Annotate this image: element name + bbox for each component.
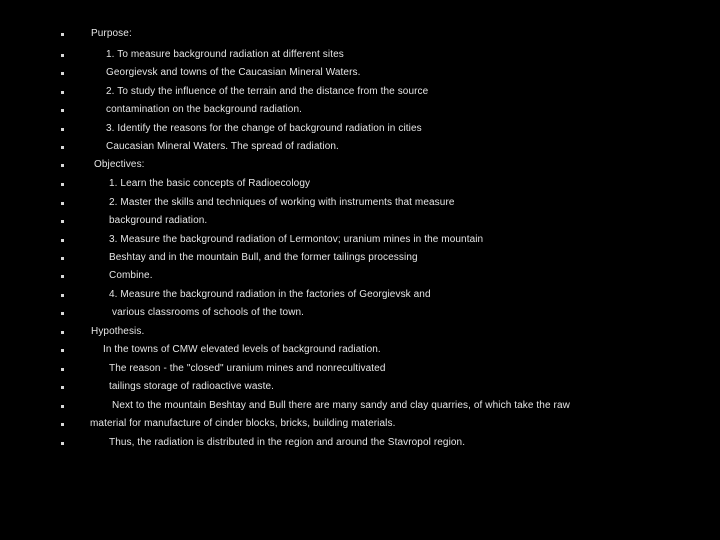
square-bullet-icon <box>61 164 64 167</box>
heading-objectives: Objectives: <box>94 159 145 170</box>
heading-hypothesis: Hypothesis. <box>91 326 145 337</box>
list-item-text: 4. Measure the background radiation in the factories of Georgievsk and <box>109 289 431 300</box>
list-item <box>0 25 720 43</box>
square-bullet-icon <box>61 442 64 445</box>
list-item-text: tailings storage of radioactive waste. <box>109 381 274 392</box>
square-bullet-icon <box>61 91 64 94</box>
list-item <box>0 286 720 304</box>
list-item <box>0 138 720 156</box>
square-bullet-icon <box>61 239 64 242</box>
list-item-text: In the towns of CMW elevated levels of background radiation. <box>103 344 381 355</box>
list-item-text: contamination on the background radiation. <box>106 104 302 115</box>
square-bullet-icon <box>61 72 64 75</box>
square-bullet-icon <box>61 294 64 297</box>
list-item <box>0 46 720 64</box>
list-item <box>0 249 720 267</box>
list-item-text: 3. Identify the reasons for the change of background radiation in cities <box>106 123 422 134</box>
list-item <box>0 323 720 341</box>
square-bullet-icon <box>61 312 64 315</box>
list-item <box>0 120 720 138</box>
list-item <box>0 156 720 174</box>
list-item-text: 2. Master the skills and techniques of working with instruments that measure <box>109 197 455 208</box>
square-bullet-icon <box>61 368 64 371</box>
square-bullet-icon <box>61 183 64 186</box>
square-bullet-icon <box>61 386 64 389</box>
list-item <box>0 434 720 452</box>
list-item-text: Caucasian Mineral Waters. The spread of radiation. <box>106 141 339 152</box>
list-item <box>0 64 720 82</box>
list-item <box>0 83 720 101</box>
list-item <box>0 378 720 396</box>
list-item <box>0 231 720 249</box>
list-item <box>0 267 720 285</box>
square-bullet-icon <box>61 128 64 131</box>
list-item <box>0 397 720 415</box>
list-item <box>0 101 720 119</box>
list-item-text: Combine. <box>109 270 153 281</box>
list-item-text: The reason - the "closed" uranium mines and nonrecultivated <box>109 363 386 374</box>
list-item <box>0 212 720 230</box>
list-item <box>0 194 720 212</box>
list-item-text: 2. To study the influence of the terrain and the distance from the source <box>106 86 429 97</box>
square-bullet-icon <box>61 405 64 408</box>
list-item <box>0 341 720 359</box>
list-item-text: background radiation. <box>109 215 208 226</box>
list-item <box>0 360 720 378</box>
square-bullet-icon <box>61 33 64 36</box>
list-item-text: various classrooms of schools of the town. <box>112 307 305 318</box>
square-bullet-icon <box>61 275 64 278</box>
list-item-text: material for manufacture of cinder blocks, bricks, building materials. <box>90 418 396 429</box>
square-bullet-icon <box>61 54 64 57</box>
square-bullet-icon <box>61 349 64 352</box>
list-item <box>0 175 720 193</box>
square-bullet-icon <box>61 202 64 205</box>
list-item-text: Beshtay and in the mountain Bull, and the former tailings processing <box>109 252 418 263</box>
square-bullet-icon <box>61 331 64 334</box>
square-bullet-icon <box>61 220 64 223</box>
square-bullet-icon <box>61 146 64 149</box>
square-bullet-icon <box>61 423 64 426</box>
list-item <box>0 304 720 322</box>
list-item-text: Next to the mountain Beshtay and Bull there are many sandy and clay quarries, of which take the raw <box>112 400 570 411</box>
list-item-text: Thus, the radiation is distributed in the region and around the Stavropol region. <box>109 437 466 448</box>
list-item-text: 3. Measure the background radiation of Lermontov; uranium mines in the mountain <box>109 234 484 245</box>
list-item-text: 1. To measure background radiation at different sites <box>106 49 344 60</box>
list-item <box>0 415 720 433</box>
square-bullet-icon <box>61 109 64 112</box>
list-item-text: Georgievsk and towns of the Caucasian Mineral Waters. <box>106 67 361 78</box>
heading-purpose: Purpose: <box>91 28 132 39</box>
list-item-text: 1. Learn the basic concepts of Radioecology <box>109 178 311 189</box>
square-bullet-icon <box>61 257 64 260</box>
